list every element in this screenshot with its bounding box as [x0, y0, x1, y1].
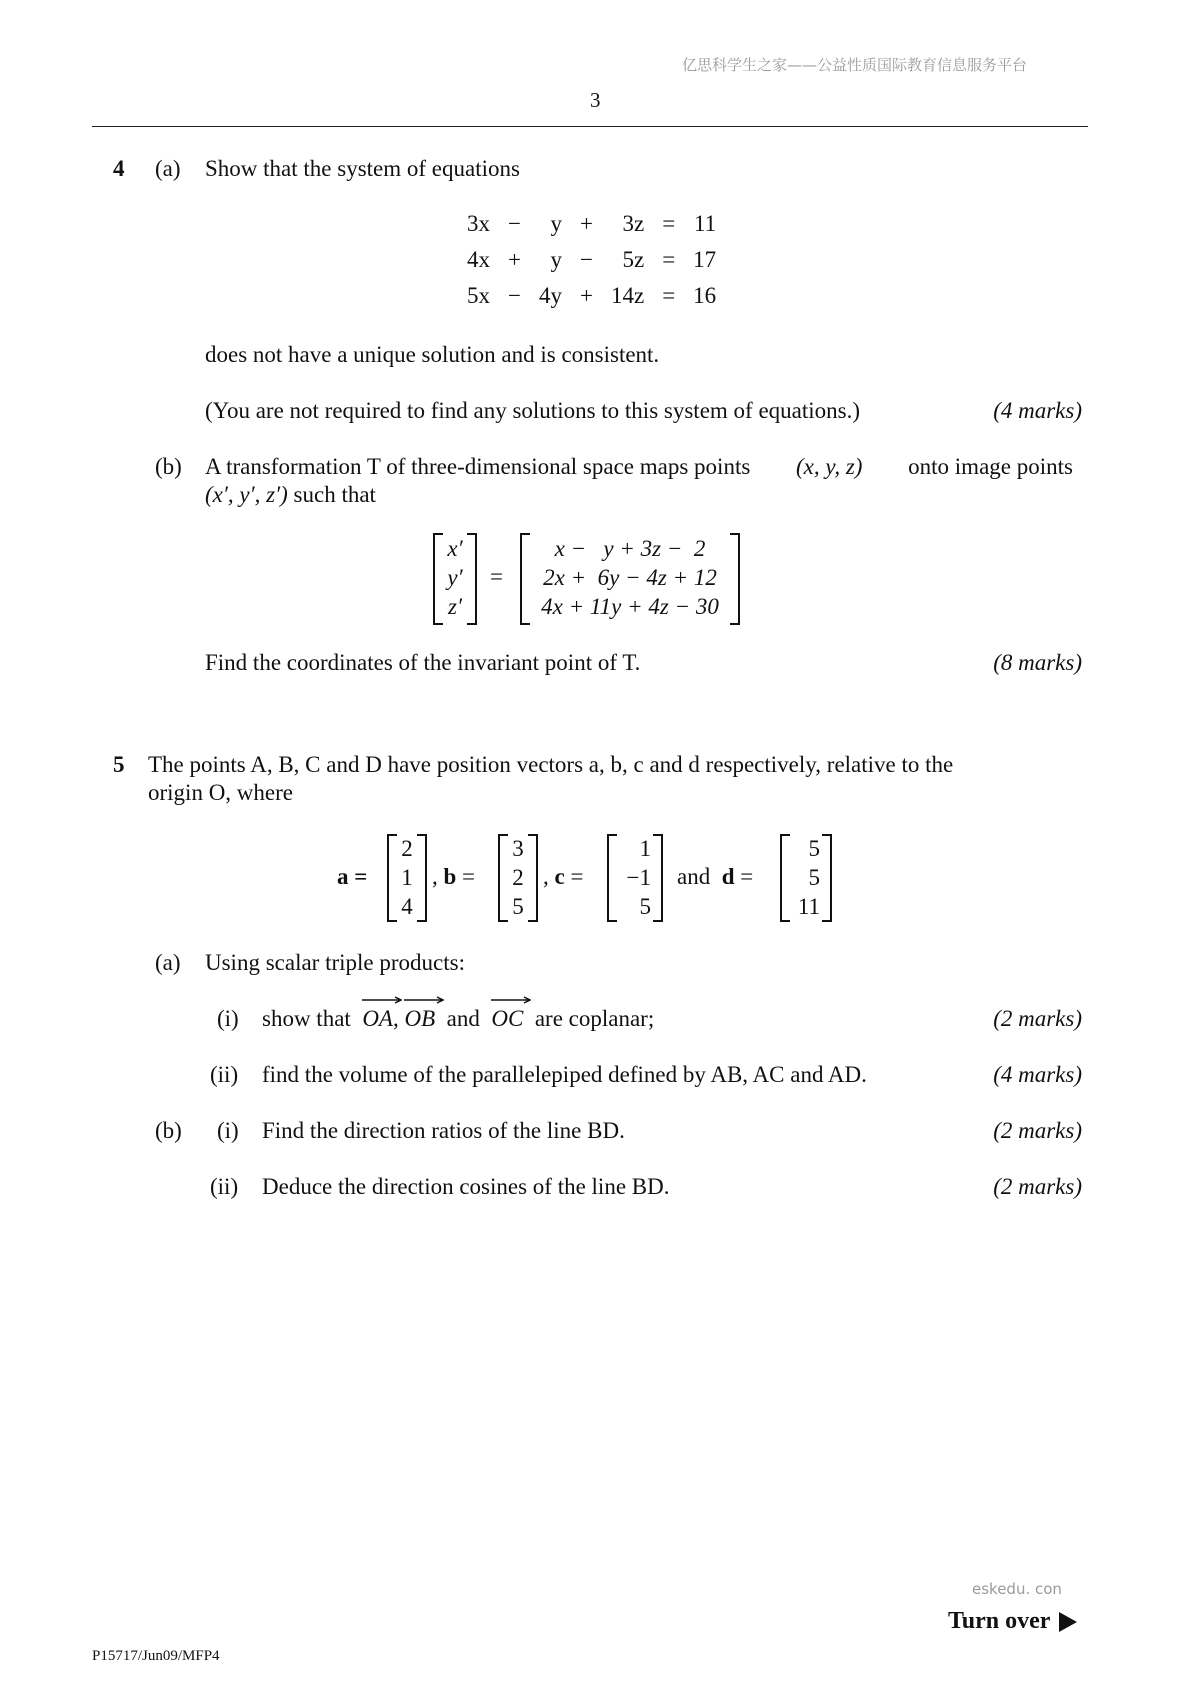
matrix-lhs: [433, 533, 477, 625]
vector-oc-text: OC: [491, 1006, 524, 1031]
q5-number: 5: [113, 752, 125, 777]
vector-b-label: , b =: [432, 864, 476, 889]
bracket-left: [780, 834, 790, 922]
bracket-left: [433, 533, 443, 625]
watermark-top: 亿思科学生之家——公益性质国际教育信息服务平台: [682, 56, 1028, 74]
vector-d: [780, 834, 832, 922]
equation-row: [458, 242, 725, 278]
eq-term: 16: [693, 283, 717, 308]
bracket-right: [467, 533, 477, 625]
vector-d-label: and d =: [677, 864, 754, 889]
q5ai-show-that: show that: [262, 1006, 351, 1031]
play-arrow-icon: [1058, 1611, 1078, 1633]
vector-oc: [491, 1006, 523, 1032]
eq-op: +: [508, 247, 521, 272]
bracket-left: [520, 533, 530, 625]
eq-op: −: [579, 247, 593, 272]
turn-over: [948, 1608, 1078, 1635]
eq-term: y: [550, 211, 562, 236]
q5a-intro: Using scalar triple products:: [205, 950, 465, 975]
q4a-label: (a): [155, 156, 181, 181]
arrow-icon: [491, 996, 531, 1004]
eq-op: −: [508, 283, 521, 308]
watermark-bottom: eskedu. con: [972, 1580, 1062, 1598]
eq-op: =: [662, 283, 676, 308]
q5bii-text: Deduce the direction cosines of the line BD.: [262, 1174, 670, 1199]
vector-ob-text: OB: [404, 1006, 436, 1031]
q4b-question: Find the coordinates of the invariant point of T.: [205, 650, 641, 675]
arrow-icon: [362, 996, 402, 1004]
vector-cell: 11: [797, 894, 820, 919]
eq-term: 4y: [538, 283, 562, 308]
bracket-left: [387, 834, 397, 922]
q4b-marks: (8 marks): [993, 650, 1082, 675]
vector-cell: 1: [639, 836, 651, 861]
equation-system: [458, 206, 725, 314]
q5ai-text: show that OA, OB and OC are coplanar;: [262, 1006, 654, 1032]
vector-c: [607, 834, 663, 922]
vector-oa: [362, 1006, 393, 1032]
q5-intro-line1: The points A, B, C and D have position vectors a, b, c and d respectively, relative to the: [148, 752, 954, 777]
matrix-cell: y′: [447, 565, 463, 590]
bracket-right: [417, 834, 427, 922]
q5ai-end: are coplanar;: [534, 1006, 655, 1031]
turn-over-label: Turn over: [948, 1608, 1051, 1634]
q4b-line2: [205, 482, 376, 508]
eq-term: 17: [693, 247, 717, 272]
matrix-cell: 2x + 6y − 4z + 12: [543, 565, 717, 590]
matrix-cell: z′: [448, 594, 462, 619]
q4-number: 4: [113, 156, 125, 181]
bracket-right: [730, 533, 740, 625]
vector-a: [387, 834, 427, 922]
eq-op: +: [579, 283, 593, 308]
q5ai-label: (i): [217, 1006, 239, 1031]
header-rule: [92, 126, 1088, 127]
q5ai-marks: (2 marks): [993, 1006, 1082, 1031]
eq-term: 11: [694, 211, 717, 236]
q5b-label: (b): [155, 1118, 182, 1143]
q5bi-label: (i): [217, 1118, 239, 1143]
vector-cell: 5: [639, 894, 651, 919]
vector-oa-text: OA: [362, 1006, 393, 1031]
q5a-label: (a): [155, 950, 181, 975]
vector-cell: 5: [808, 836, 820, 861]
matrix-rhs: [520, 533, 740, 625]
eq-op: =: [662, 211, 676, 236]
q5bii-marks: (2 marks): [993, 1174, 1082, 1199]
eq-term: 5z: [622, 247, 645, 272]
matrix-cell: 4x + 11y + 4z − 30: [541, 594, 719, 619]
vector-cell: 2: [401, 836, 413, 861]
vector-cell: −1: [626, 865, 651, 890]
q4b-label: (b): [155, 454, 182, 479]
vector-cell: 5: [512, 894, 524, 919]
matrix-cell: x′: [447, 536, 463, 561]
vector-a-label: a =: [337, 864, 368, 889]
eq-term: 3x: [467, 211, 490, 236]
page-number: 3: [590, 88, 601, 112]
q4a-intro: Show that the system of equations: [205, 156, 520, 181]
equals-sign: =: [490, 564, 503, 589]
equation-row: [458, 206, 725, 242]
q4b-point: (x, y, z): [796, 454, 863, 479]
eq-term: 3z: [622, 211, 645, 236]
eq-op: =: [662, 247, 676, 272]
vector-b: [498, 834, 538, 922]
q4a-text: does not have a unique solution and is consistent.: [205, 342, 660, 367]
q5-intro-line2: origin O, where: [148, 780, 293, 805]
arrow-icon: [404, 996, 444, 1004]
vector-cell: 1: [401, 865, 413, 890]
bracket-right: [653, 834, 663, 922]
bracket-right: [822, 834, 832, 922]
eq-term: 14z: [610, 283, 645, 308]
q5bi-marks: (2 marks): [993, 1118, 1082, 1143]
eq-term: 4x: [467, 247, 490, 272]
q5aii-label: (ii): [210, 1062, 239, 1087]
q4a-note: (You are not required to find any solutions to this system of equations.): [205, 398, 861, 423]
vector-cell: 4: [401, 894, 413, 919]
q4b-text-end: onto image points: [908, 454, 1073, 479]
q4b-such-that: such that: [293, 482, 376, 507]
q5aii-marks: (4 marks): [993, 1062, 1082, 1087]
q4b-line1: [205, 454, 1073, 480]
equation-row: [458, 278, 725, 314]
bracket-left: [498, 834, 508, 922]
vector-cell: 5: [808, 865, 820, 890]
q5aii-text: find the volume of the parallelepiped defined by AB, AC and AD.: [262, 1062, 867, 1087]
q4b-text-start: A transformation T of three-dimensional space maps points: [205, 454, 751, 479]
eq-term: y: [550, 247, 562, 272]
matrix-cell: x − y + 3z − 2: [554, 536, 706, 561]
bracket-left: [607, 834, 617, 922]
vector-cell: 3: [512, 836, 524, 861]
vector-ob: [404, 1006, 435, 1032]
eq-op: −: [508, 211, 521, 236]
q5bi-text: Find the direction ratios of the line BD.: [262, 1118, 625, 1143]
paper-code: P15717/Jun09/MFP4: [92, 1648, 220, 1664]
eq-op: +: [579, 211, 593, 236]
q5bii-label: (ii): [210, 1174, 239, 1199]
vector-cell: 2: [512, 865, 524, 890]
q4b-image-point: (x′, y′, z′): [205, 482, 288, 507]
bracket-right: [528, 834, 538, 922]
vector-c-label: , c =: [543, 864, 584, 889]
eq-term: 5x: [467, 283, 490, 308]
q4a-marks: (4 marks): [993, 398, 1082, 423]
